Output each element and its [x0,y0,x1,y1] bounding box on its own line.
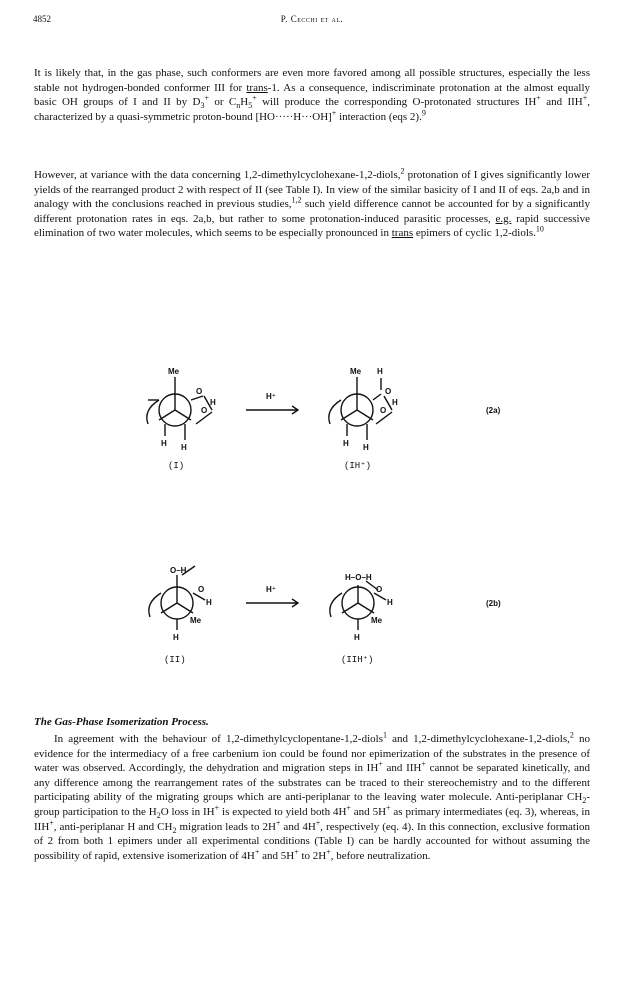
section-title: The Gas-Phase Isomerization Process. [34,716,209,728]
svg-text:O: O [376,585,383,594]
svg-text:Me: Me [350,367,362,376]
paragraph-3: In agreement with the behaviour of 1,2-dimethylcyclopentane-1,2-diols$^1$ and 1,2-dimethylcyclohexane-1,2-diols,$^2$ no evidence for the intermediacy of a free carbenium ion could be found nor epimerization of the substrates in the presence of water was observed. Accordingly, the dehydration and migration steps in IH+ and IIH+ cannot be separated kinetically, and any difference among the rearrangement rates of the substrates can be traced to their stereochemistry and to the different participating ability of the migrating groups which are anti-periplanar to the leaving water molecule. Anti-periplanar $CH_2$-group participation to the $H_2O$ loss in IH+ is expected to yield both 4H+ and 5H+ as primary intermediates (eq. 3), whereas, in IIH+, anti-periplanar H and $CH_2$ migration leads to 2H+ and 4H+, respectively (eq. 4). In this connection, exclusive formation of 2 from both 1 epimers under all experimental conditions (Table I) can be hardly accounted for without assuming the possibility of rapid, extensive isomerization of 4H+ and 5H+ to 2H+, before neutralization. [34,730,591,862]
svg-text:H: H [387,598,393,607]
svg-text:H: H [161,439,167,448]
svg-text:H: H [343,439,349,448]
svg-text:H: H [392,398,398,407]
caption-II: (II) [164,655,186,665]
arrow-label-a: H⁺ [266,392,276,401]
equation-label-2b: (2b) [486,599,501,608]
svg-text:H–O–H: H–O–H [345,573,372,582]
svg-text:O: O [201,406,208,415]
arrow-label-b: H⁺ [266,585,276,594]
caption-IIH: (IIH⁺) [341,655,374,665]
svg-text:Me: Me [190,616,202,625]
svg-text:H: H [210,398,216,407]
svg-text:H: H [206,598,212,607]
equation-label-2a: (2a) [486,406,501,415]
paragraph-2: However, at variance with the data concerning 1,2-dimethylcyclohexane-1,2-diols,$^2$ protonation of I gives significantly lower yields of the rearranged product 2 with respect of II (see Table I). In view of the similar basicity of I and II of eqs. 2a,b and in analogy with the conclusions reached in previous studies,$^{1,2}$ such yield difference cannot be accounted for by a significantly different protonation rates in eqs. 2a,b, but rather to some protonation-induced parasitic processes, e.g. rapid successive elimination of two water molecules, which seems to be especially pronounced in trans epimers of cyclic 1,2-diols.$^{10}$ [34,166,591,240]
svg-text:O: O [385,387,392,396]
running-head: P. Cecchi et al. [280,14,344,24]
page-number: 4852 [33,14,51,24]
svg-text:H: H [363,443,369,452]
atom-me: Me [168,367,180,376]
svg-text:Me: Me [371,616,383,625]
svg-text:O–H: O–H [170,566,187,575]
paragraph-1: It is likely that, in the gas phase, such conformers are even more favored among all possible structures, especially the less stable not hydrogen-bonded conformer III for trans-1. As a consequence, indiscriminate protonation at the almost equally basic OH groups of I and II by $D_3^+$ or $C_nH_5^+$ will produce the corresponding O-protonated structures IH+ and IIH+, characterized by a quasi-symmetric proton-bound [HO·····H···OH]+ interaction (eqs 2).$^9$ [34,67,590,123]
svg-text:H: H [181,443,187,452]
svg-text:O: O [196,387,203,396]
caption-I: (I) [168,461,185,471]
svg-text:H: H [173,633,179,642]
svg-text:H: H [354,633,360,642]
caption-IH: (IH⁺) [344,461,372,471]
svg-text:O: O [198,585,205,594]
svg-text:H: H [377,367,383,376]
svg-text:O: O [380,406,387,415]
